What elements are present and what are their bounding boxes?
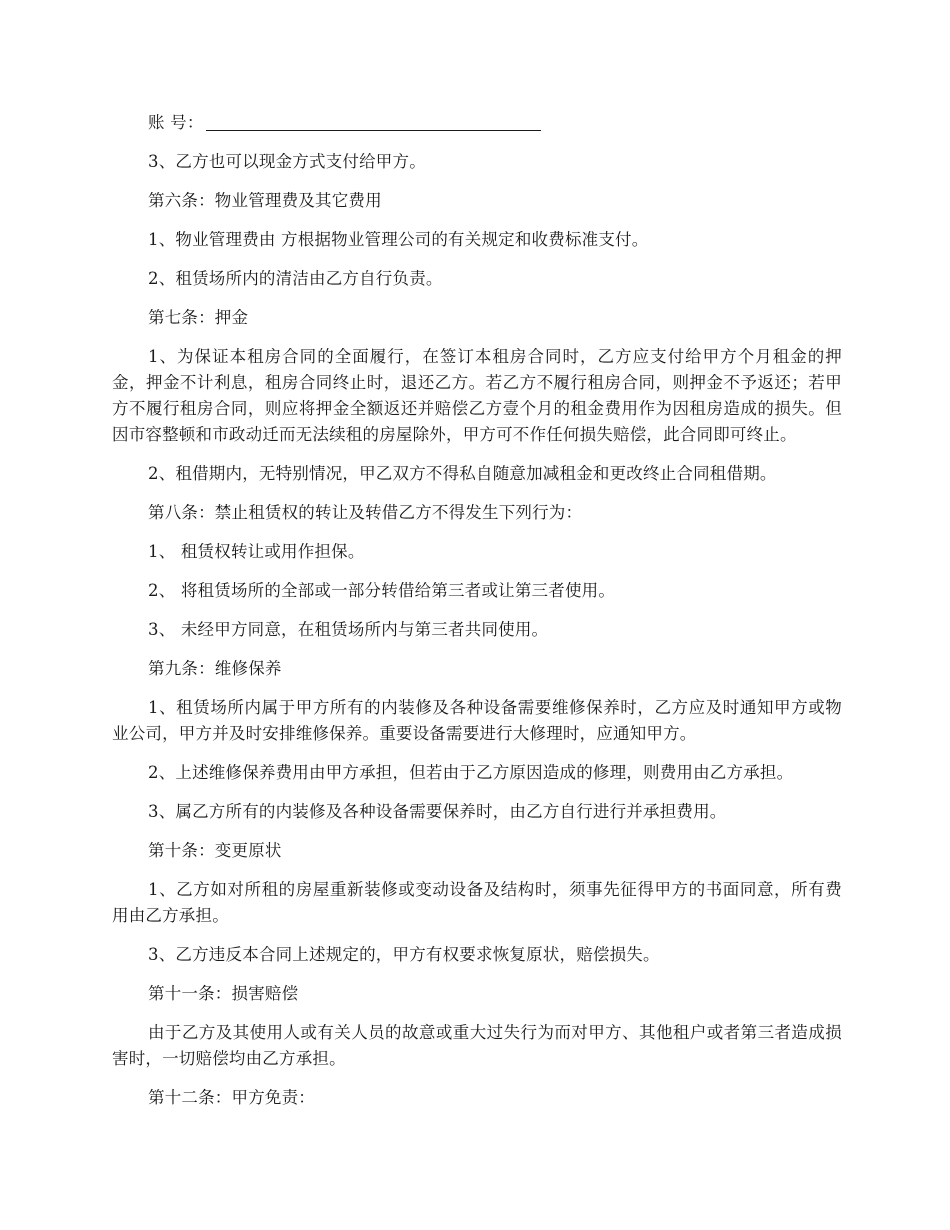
paragraph: 3、属乙方所有的内装修及各种设备需要保养时，由乙方自行进行并承担费用。 <box>148 802 727 821</box>
paragraph: 2、租借期内，无特别情况，甲乙双方不得私自随意加减租金和更改终止合同租借期。 <box>148 464 777 483</box>
paragraph: 2、 将租赁场所的全部或一部分转借给第三者或让第三者使用。 <box>148 581 616 600</box>
article-heading: 第六条：物业管理费及其它费用 <box>148 191 382 210</box>
paragraph: 2、租赁场所内的清洁由乙方自行负责。 <box>148 269 443 288</box>
account-line <box>112 110 842 136</box>
article-heading: 第九条：维修保养 <box>148 659 282 678</box>
paragraph: 1、为保证本租房合同的全面履行，在签订本租房合同时，乙方应支付给甲方个月租金的押金，押金不计利息，租房合同终止时，退还乙方。若乙方不履行租房合同，则押金不予返还；若甲方不履行租房合同，则应将押金全额返还并赔偿乙方壹个月的租金费用作为因租房造成的损失。但因市容整顿和市政动迁而无法续租的房屋除外，甲方可不作任何损失赔偿，此合同即可终止。 <box>112 347 842 444</box>
paragraph: 3、乙方违反本合同上述规定的，甲方有权要求恢复原状，赔偿损失。 <box>148 945 660 964</box>
paragraph: 3、 未经甲方同意，在租赁场所内与第三者共同使用。 <box>148 620 549 639</box>
paragraph: 2、上述维修保养费用由甲方承担，但若由于乙方原因造成的修理，则费用由乙方承担。 <box>148 763 794 782</box>
account-blank <box>206 112 541 131</box>
article-heading: 第十二条：甲方免责： <box>148 1088 315 1107</box>
paragraph: 1、物业管理费由 方根据物业管理公司的有关规定和收费标准支付。 <box>148 230 649 249</box>
paragraph: 3、乙方也可以现金方式支付给甲方。 <box>148 152 426 171</box>
paragraph: 1、租赁场所内属于甲方所有的内装修及各种设备需要维修保养时，乙方应及时通知甲方或物业公司，甲方并及时安排维修保养。重要设备需要进行大修理时，应通知甲方。 <box>112 698 842 743</box>
article-heading: 第七条：押金 <box>148 308 249 327</box>
paragraph: 1、 租赁权转让或用作担保。 <box>148 542 365 561</box>
article-heading: 第八条：禁止租赁权的转让及转借乙方不得发生下列行为： <box>148 503 583 522</box>
paragraph: 1、乙方如对所租的房屋重新装修或变动设备及结构时，须事先征得甲方的书面同意，所有费用由乙方承担。 <box>112 880 842 925</box>
account-label: 账 号： <box>148 113 204 132</box>
article-heading: 第十条：变更原状 <box>148 841 282 860</box>
article-heading: 第十一条：损害赔偿 <box>148 984 299 1003</box>
paragraph: 由于乙方及其使用人或有关人员的故意或重大过失行为而对甲方、其他租户或者第三者造成损害时，一切赔偿均由乙方承担。 <box>112 1023 842 1068</box>
